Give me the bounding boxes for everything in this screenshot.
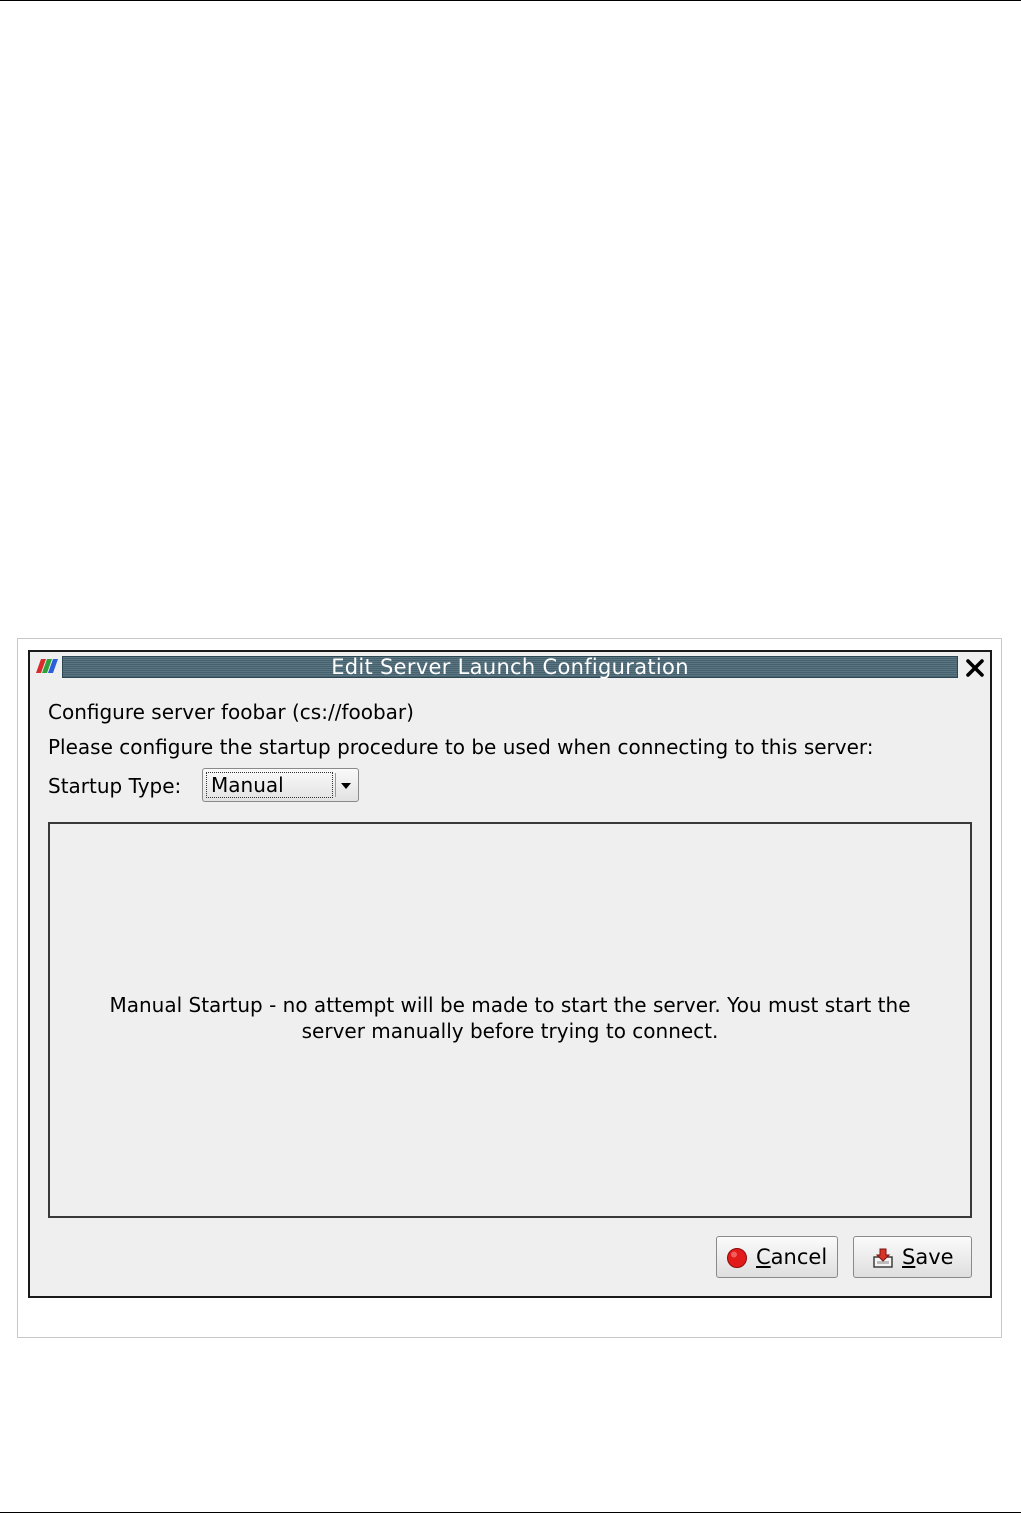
cancel-label-rest: ancel <box>770 1245 828 1269</box>
close-icon[interactable] <box>964 657 986 679</box>
dropdown-arrow-icon[interactable] <box>340 782 352 790</box>
startup-type-label: Startup Type: <box>48 774 182 798</box>
save-label-rest: ave <box>915 1245 954 1269</box>
instruction-label: Please configure the startup procedure to be used when connecting to this server: <box>48 735 874 759</box>
title-strip[interactable] <box>62 656 958 678</box>
cancel-button[interactable] <box>716 1236 838 1278</box>
startup-description-line-2: server manually before trying to connect. <box>301 1019 719 1043</box>
stop-red-circle-icon <box>726 1247 748 1269</box>
startup-description-line-1: Manual Startup - no attempt will be made to start the server. You must start the <box>109 993 911 1017</box>
startup-type-value: Manual <box>211 773 284 797</box>
startup-type-select[interactable] <box>202 768 359 802</box>
title-bar <box>30 652 990 682</box>
cancel-button-label <box>756 1245 827 1269</box>
cancel-mnemonic: C <box>756 1245 771 1269</box>
startup-info-panel <box>48 822 972 1218</box>
save-button-label <box>902 1245 954 1269</box>
save-button[interactable] <box>853 1236 972 1278</box>
page-bottom-rule <box>0 1512 1021 1513</box>
save-mnemonic: S <box>902 1245 916 1269</box>
window-title: Edit Server Launch Configuration <box>331 655 689 679</box>
dialog-window <box>28 650 992 1298</box>
combo-separator <box>335 773 336 797</box>
configure-server-label: Configure server foobar (cs://foobar) <box>48 700 414 724</box>
page-top-rule <box>0 0 1021 1</box>
save-download-icon <box>872 1247 894 1269</box>
startup-type-focus-ring <box>206 772 333 798</box>
startup-description <box>50 992 970 1044</box>
paraview-logo-icon <box>34 658 58 674</box>
